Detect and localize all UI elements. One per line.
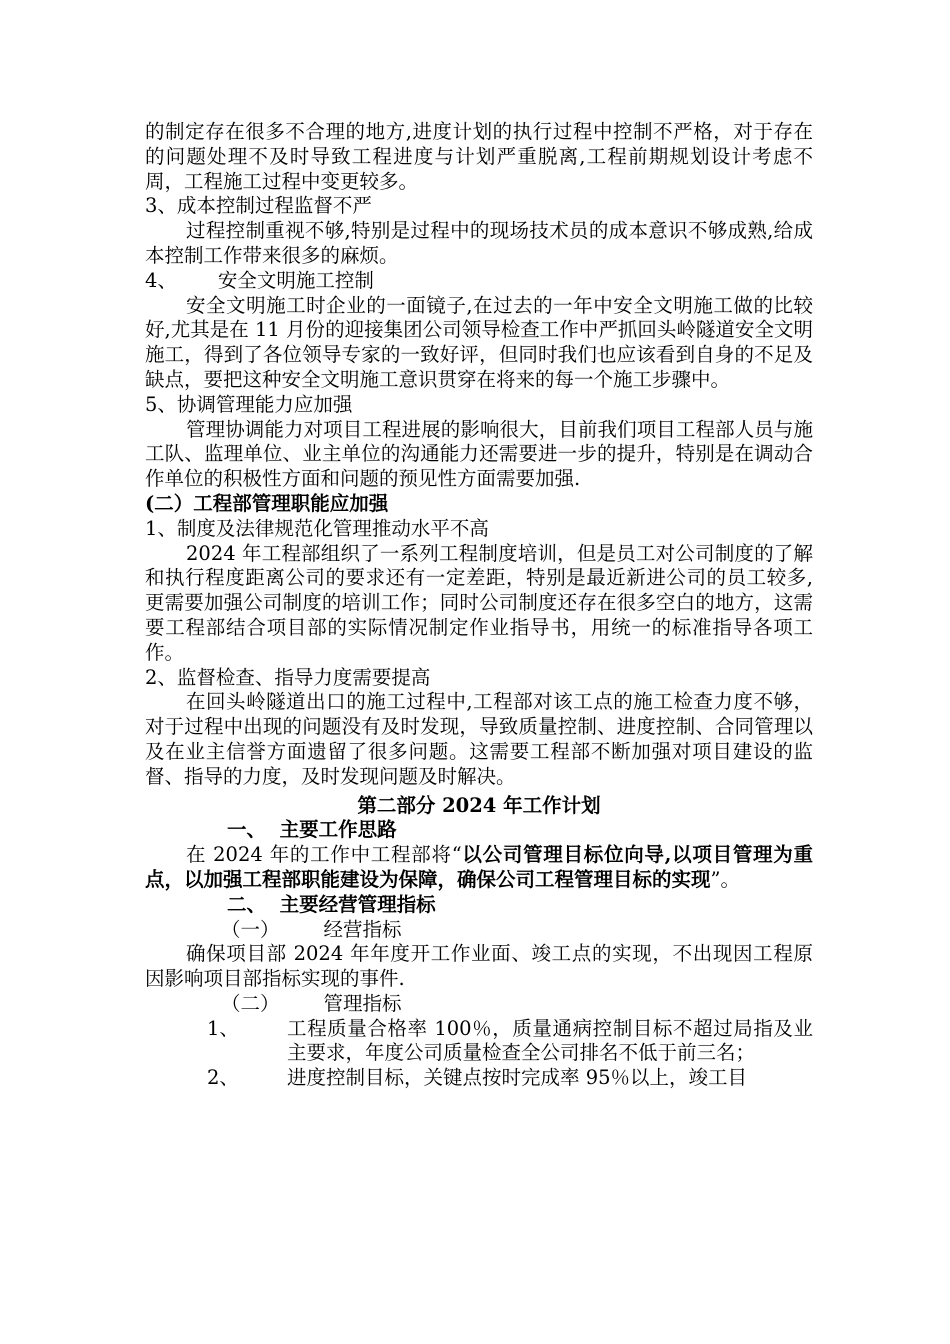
heading-safety-number: 4、 bbox=[145, 268, 177, 292]
paragraph-work-ideas bbox=[145, 843, 813, 893]
subheading-operation-indicators bbox=[145, 918, 813, 943]
subheading-management-text: 管理指标 bbox=[323, 991, 402, 1015]
heading-work-ideas: 一、 主要工作思路 bbox=[227, 818, 397, 842]
work-ideas-post: ”。 bbox=[710, 867, 740, 891]
work-ideas-bold: 以公司管理目标位向导,以项目管理为重点，以加强工程部职能建设为保障，确保公司工程管理目标的实现 bbox=[145, 843, 813, 891]
heading-cost-control: 3、成本控制过程监督不严 bbox=[145, 194, 372, 218]
subheading-operation-text: 经营指标 bbox=[323, 917, 402, 941]
heading-indicators: 二、 主要经营管理指标 bbox=[227, 892, 436, 916]
subheading-operation-number: （一） bbox=[221, 917, 280, 941]
document-body bbox=[145, 120, 813, 1091]
paragraph-coordination: 管理协调能力对项目工程进展的影响很大，目前我们项目工程部人员与施工队、监理单位、业主单位的沟通能力还需要进一步的提升，特别是在调动合作单位的积极性方面和问题的预见性方面需要加强. bbox=[145, 417, 813, 491]
subheading-management-number: （二） bbox=[221, 991, 280, 1015]
list-item-schedule-text: 进度控制目标，关键点按时完成率 95％以上，竣工目 bbox=[287, 1066, 748, 1090]
subheading-management-indicators bbox=[145, 992, 813, 1017]
list-item-schedule-number: 2、 bbox=[207, 1066, 239, 1090]
list-item-quality-text: 工程质量合格率 100％，质量通病控制目标不超过局指及业主要求，年度公司质量检查全公司排名不低于前三名； bbox=[287, 1016, 813, 1065]
paragraph-supervision: 在回头岭隧道出口的施工过程中,工程部对该工点的施工检查力度不够，对于过程中出现的问题没有及时发现，导致质量控制、进度控制、合同管理以及在业主信誉方面遗留了很多问题。这需要工程部不断加强对项目建设的监督、指导的力度，及时发现问题及时解决。 bbox=[145, 690, 813, 788]
paragraph-operation-indicators: 确保项目部 2024 年年度开工作业面、竣工点的实现，不出现因工程原因影响项目部指标实现的事件. bbox=[145, 942, 813, 991]
heading-safety-text: 安全文明施工控制 bbox=[217, 268, 374, 292]
paragraph-regulations: 2024 年工程部组织了一系列工程制度培训，但是员工对公司制度的了解和执行程度距离公司的要求还有一定差距，特别是最近新进公司的员工较多,更需要加强公司制度的培训工作；同时公司制度还存在很多空白的地方，这需要工程部结合项目部的实际情况制定作业指导书，用统一的标准指导各项工作。 bbox=[145, 541, 813, 664]
work-ideas-pre: 在 2024 年的工作中工程部将“ bbox=[186, 843, 462, 867]
heading-coordination: 5、协调管理能力应加强 bbox=[145, 392, 353, 416]
list-item-quality-number: 1、 bbox=[207, 1016, 239, 1040]
list-item-schedule bbox=[145, 1066, 813, 1091]
section-heading-management: (二）工程部管理职能应加强 bbox=[145, 491, 389, 515]
heading-supervision: 2、监督检查、指导力度需要提高 bbox=[145, 665, 431, 689]
paragraph-schedule-issues: 的制定存在很多不合理的地方,进度计划的执行过程中控制不严格，对于存在的问题处理不及时导致工程进度与计划严重脱离,工程前期规划设计考虑不周，工程施工过程中变更较多。 bbox=[145, 120, 813, 193]
list-item-quality bbox=[145, 1017, 813, 1067]
heading-regulations: 1、制度及法律规范化管理推动水平不高 bbox=[145, 516, 489, 540]
paragraph-safety: 安全文明施工时企业的一面镜子,在过去的一年中安全文明施工做的比较好,尤其是在 11 月份的迎接集团公司领导检查工作中严抓回头岭隧道安全文明施工，得到了各位领导专家的一致好评，但同时我们也应该看到自身的不足及缺点，要把这种安全文明施工意识贯穿在将来的每一个施工步骤中。 bbox=[145, 293, 813, 391]
part-two-title: 第二部分 2024 年工作计划 bbox=[357, 793, 601, 817]
heading-safety bbox=[145, 269, 813, 294]
paragraph-cost-control: 过程控制重视不够,特别是过程中的现场技术员的成本意识不够成熟,给成本控制工作带来很多的麻烦。 bbox=[145, 219, 813, 267]
